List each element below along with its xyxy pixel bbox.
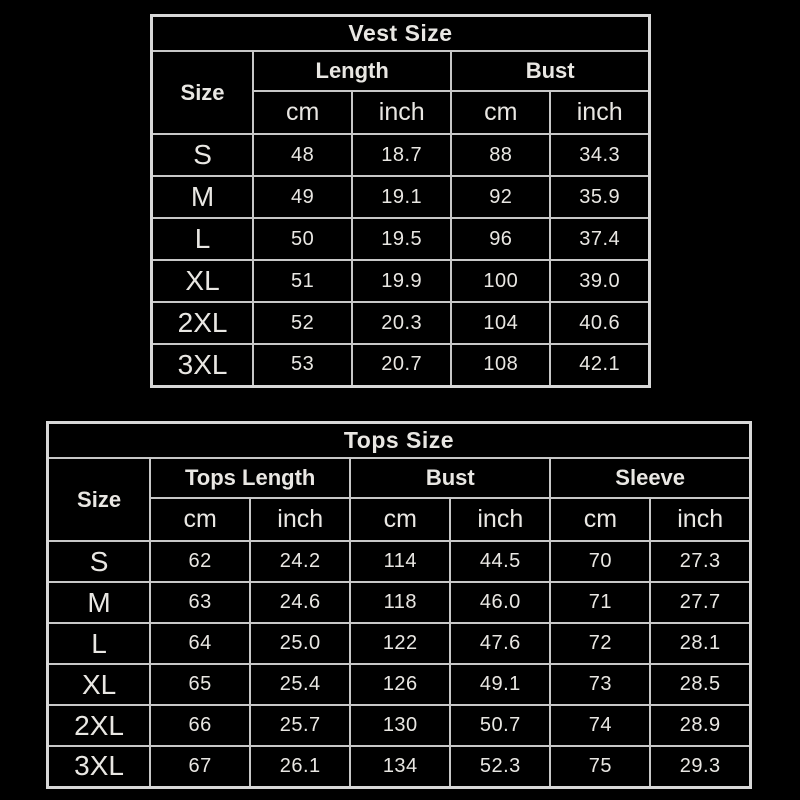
tops-bust-cm-header: cm [350, 498, 450, 541]
size-cell: 2XL [48, 705, 151, 746]
size-cell: S [48, 541, 151, 582]
tops-bust-inch-header: inch [450, 498, 550, 541]
value-cell: 73 [550, 664, 650, 705]
tops-sleeve-cm-header: cm [550, 498, 650, 541]
value-cell: 28.9 [650, 705, 750, 746]
value-cell: 40.6 [550, 302, 649, 344]
size-cell: XL [48, 664, 151, 705]
value-cell: 66 [150, 705, 250, 746]
table-row [48, 582, 751, 623]
table-row [48, 705, 751, 746]
value-cell: 53 [253, 344, 352, 386]
value-cell: 19.9 [352, 260, 451, 302]
tops-sleeve-group-header: Sleeve [550, 458, 750, 498]
value-cell: 64 [150, 623, 250, 664]
value-cell: 118 [350, 582, 450, 623]
table-row [48, 664, 751, 705]
size-cell: 3XL [48, 746, 151, 787]
tops-length-cm-header: cm [150, 498, 250, 541]
size-cell: L [152, 218, 254, 260]
value-cell: 27.7 [650, 582, 750, 623]
value-cell: 63 [150, 582, 250, 623]
value-cell: 52 [253, 302, 352, 344]
tops-sleeve-inch-header: inch [650, 498, 750, 541]
value-cell: 49.1 [450, 664, 550, 705]
value-cell: 65 [150, 664, 250, 705]
value-cell: 122 [350, 623, 450, 664]
vest-length-group-header: Length [253, 51, 451, 91]
value-cell: 130 [350, 705, 450, 746]
vest-length-inch-header: inch [352, 91, 451, 134]
table-row [152, 344, 650, 386]
value-cell: 67 [150, 746, 250, 787]
value-cell: 92 [451, 176, 550, 218]
value-cell: 20.3 [352, 302, 451, 344]
value-cell: 71 [550, 582, 650, 623]
value-cell: 47.6 [450, 623, 550, 664]
size-cell: S [152, 134, 254, 176]
value-cell: 108 [451, 344, 550, 386]
size-cell: L [48, 623, 151, 664]
table-row [48, 541, 751, 582]
tops-size-table [46, 421, 752, 789]
tops-length-group-header: Tops Length [150, 458, 350, 498]
value-cell: 46.0 [450, 582, 550, 623]
value-cell: 52.3 [450, 746, 550, 787]
value-cell: 50 [253, 218, 352, 260]
size-cell: M [48, 582, 151, 623]
value-cell: 114 [350, 541, 450, 582]
table-row [48, 746, 751, 787]
value-cell: 100 [451, 260, 550, 302]
value-cell: 35.9 [550, 176, 649, 218]
value-cell: 28.5 [650, 664, 750, 705]
value-cell: 29.3 [650, 746, 750, 787]
value-cell: 24.6 [250, 582, 350, 623]
size-cell: M [152, 176, 254, 218]
value-cell: 37.4 [550, 218, 649, 260]
table-row [152, 302, 650, 344]
value-cell: 88 [451, 134, 550, 176]
value-cell: 19.5 [352, 218, 451, 260]
value-cell: 20.7 [352, 344, 451, 386]
value-cell: 62 [150, 541, 250, 582]
table-row [48, 623, 751, 664]
value-cell: 75 [550, 746, 650, 787]
value-cell: 28.1 [650, 623, 750, 664]
value-cell: 44.5 [450, 541, 550, 582]
tops-table-title: Tops Size [48, 423, 751, 459]
value-cell: 126 [350, 664, 450, 705]
vest-table-title: Vest Size [152, 16, 650, 52]
size-cell: 3XL [152, 344, 254, 386]
value-cell: 39.0 [550, 260, 649, 302]
table-row [152, 176, 650, 218]
value-cell: 26.1 [250, 746, 350, 787]
value-cell: 18.7 [352, 134, 451, 176]
value-cell: 25.4 [250, 664, 350, 705]
vest-bust-inch-header: inch [550, 91, 649, 134]
vest-bust-cm-header: cm [451, 91, 550, 134]
vest-size-column-header: Size [152, 51, 254, 134]
value-cell: 96 [451, 218, 550, 260]
vest-size-table [150, 14, 651, 388]
value-cell: 74 [550, 705, 650, 746]
value-cell: 134 [350, 746, 450, 787]
tops-length-inch-header: inch [250, 498, 350, 541]
size-cell: 2XL [152, 302, 254, 344]
table-row [152, 218, 650, 260]
value-cell: 25.0 [250, 623, 350, 664]
value-cell: 25.7 [250, 705, 350, 746]
value-cell: 42.1 [550, 344, 649, 386]
value-cell: 19.1 [352, 176, 451, 218]
value-cell: 50.7 [450, 705, 550, 746]
table-row [152, 134, 650, 176]
value-cell: 70 [550, 541, 650, 582]
tops-bust-group-header: Bust [350, 458, 550, 498]
table-row [152, 260, 650, 302]
value-cell: 49 [253, 176, 352, 218]
size-cell: XL [152, 260, 254, 302]
tops-size-column-header: Size [48, 458, 151, 541]
value-cell: 104 [451, 302, 550, 344]
value-cell: 48 [253, 134, 352, 176]
vest-length-cm-header: cm [253, 91, 352, 134]
value-cell: 34.3 [550, 134, 649, 176]
value-cell: 27.3 [650, 541, 750, 582]
value-cell: 24.2 [250, 541, 350, 582]
vest-bust-group-header: Bust [451, 51, 649, 91]
value-cell: 51 [253, 260, 352, 302]
value-cell: 72 [550, 623, 650, 664]
